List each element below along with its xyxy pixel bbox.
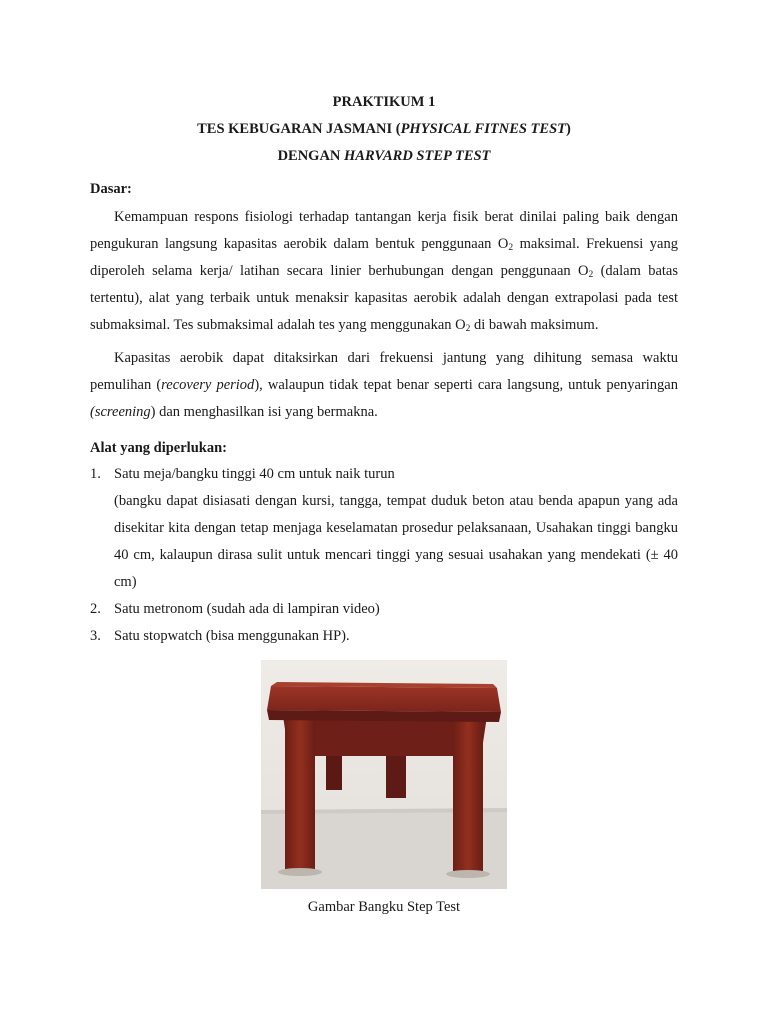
- step-bench-illustration: [261, 660, 507, 889]
- doc-title-praktikum: PRAKTIKUM 1: [332, 94, 436, 110]
- bench-top-edge: [267, 710, 501, 722]
- subscript: 2: [508, 243, 514, 253]
- title-part: ): [566, 121, 571, 137]
- list-number: 1.: [90, 466, 101, 482]
- list-item: [90, 623, 678, 650]
- title-part: TES KEBUGARAN JASMANI (: [197, 121, 401, 137]
- figure-caption: Gambar Bangku Step Test: [307, 899, 461, 915]
- doc-title-method: [90, 147, 678, 165]
- title-part: DENGAN: [277, 148, 345, 164]
- list-item-text: Satu metronom (sudah ada di lampiran video): [114, 601, 380, 617]
- subscript: 2: [465, 324, 471, 334]
- step-bench-photo: [261, 660, 507, 889]
- equipment-list: [90, 461, 678, 650]
- paragraph-dasar-1: Kemampuan respons fisiologi terhadap tantangan kerja fisik berat dinilai paling baik dengan pengukuran langsung kapasitas aerobik dalam bentuk penggunaan $O_2$ maksimal. Frekuensi yang diperoleh selama kerja/ latihan secara linier berhubungan dengan penggunaan $O_2$ (dalam batas tertentu), alat yang terbaik untuk menaksir kapasitas aerobik adalah dengan extrapolasi pada test submaksimal. Tes submaksimal adalah tes yang menggunakan $O_2$ di bawah maksimum.: [90, 209, 678, 334]
- list-item-text: Satu stopwatch (bisa menggunakan HP).: [114, 628, 350, 644]
- list-item-text: Satu meja/bangku tinggi 40 cm untuk naik turun: [114, 466, 395, 482]
- bench-top: [267, 686, 501, 712]
- list-number: 2.: [90, 601, 101, 617]
- paragraph-dasar-2: Kapasitas aerobik dapat ditaksirkan dari frekuensi jantung yang dihitung semasa waktu pemulihan (recovery period), walaupun tidak tepat benar seperti cara langsung, untuk penyaringan (screening) dan menghasilkan isi yang bermakna.: [90, 350, 678, 420]
- list-item: [90, 461, 678, 596]
- list-number: 3.: [90, 628, 101, 644]
- italic-term: (screening: [90, 404, 151, 420]
- subscript: 2: [588, 270, 594, 280]
- title-italic: PHYSICAL FITNES TEST: [400, 121, 567, 137]
- bench-front-leg-right: [453, 720, 483, 872]
- section-heading-alat: Alat yang diperlukan:: [90, 440, 227, 456]
- italic-term: recovery period: [161, 377, 255, 393]
- list-item: [90, 596, 678, 623]
- doc-title-test-name: [90, 120, 678, 138]
- leg-shadow: [278, 868, 322, 876]
- section-heading-dasar: Dasar:: [90, 181, 132, 197]
- list-item-note: (bangku dapat disiasati dengan kursi, tangga, tempat duduk beton atau benda apapun yang ada disekitar kita dengan tetap menjaga keselamatan prosedur pelaksanaan, Usahakan tinggi bangku 40 cm, kalaupun dirasa sulit untuk mencari tinggi yang sesuai usahakan yang mendekati (± 40 cm): [114, 493, 678, 590]
- title-italic: HARVARD STEP TEST: [344, 148, 491, 164]
- bench-front-leg-left: [285, 720, 315, 870]
- leg-shadow: [446, 870, 490, 878]
